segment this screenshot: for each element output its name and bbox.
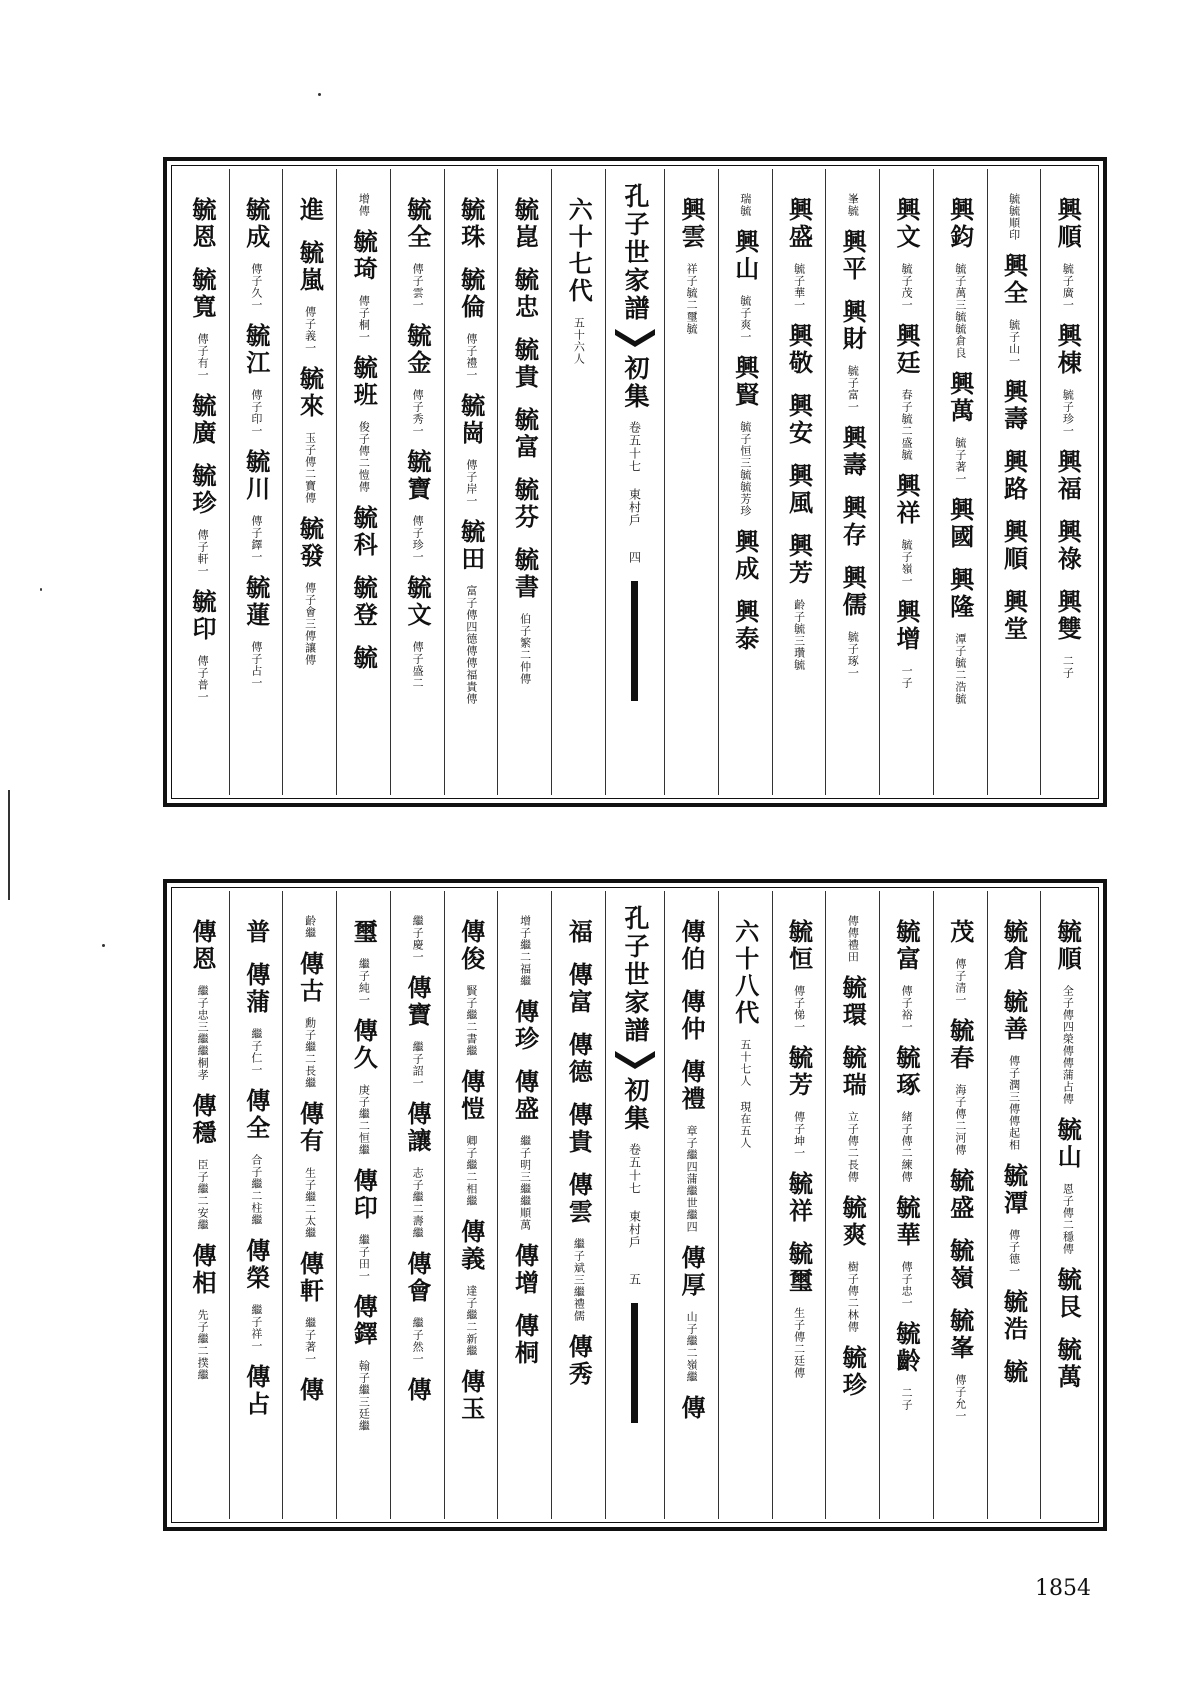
entry-column	[772, 169, 826, 795]
lineage-note: 傳子悌一	[792, 985, 806, 1033]
lineage-note: 齡繼	[303, 915, 317, 939]
person-name: 傳榮	[241, 1238, 271, 1292]
person-name: 傳軒	[295, 1251, 325, 1305]
person-name: 興祥	[891, 473, 921, 527]
center-margin-column	[605, 891, 664, 1519]
person-name: 傳伯	[676, 919, 706, 973]
scan-speck	[318, 93, 321, 96]
entry-column	[933, 169, 987, 795]
person-name: 傳有	[295, 1101, 325, 1155]
person-name: 興萬	[945, 371, 975, 425]
lineage-note: 庚子繼二恒繼	[357, 1084, 371, 1156]
person-name: 毓寶	[402, 449, 432, 503]
person-name: 毓登	[349, 575, 379, 629]
person-name: 興儒	[838, 565, 868, 619]
center-bar	[631, 1303, 638, 1423]
person-name: 毓江	[241, 323, 271, 377]
person-name: 興福	[1053, 449, 1083, 503]
lineage-note: 繼子明三繼繼順萬	[518, 1135, 532, 1231]
person-name: 毓發	[295, 516, 325, 570]
entry-column	[444, 169, 498, 795]
lineage-note: 傳傳禮田	[846, 915, 860, 963]
person-name: 毓寬	[187, 267, 217, 321]
person-name: 毓山	[1053, 1117, 1083, 1171]
person-name: 傳增	[510, 1243, 540, 1297]
person-name: 毓珠	[456, 197, 486, 251]
person-name: 毓峯	[945, 1308, 975, 1362]
lineage-note: 毓子恒三毓毓芳珍	[738, 421, 752, 517]
lineage-note: 毓子華一	[792, 263, 806, 311]
person-name: 毓芬	[510, 477, 540, 531]
lineage-note: 二子	[1061, 655, 1075, 679]
book-title: 孔子世家譜	[620, 905, 650, 1045]
person-name: 毓川	[241, 449, 271, 503]
person-name: 傳會	[402, 1251, 432, 1305]
person-name: 毓嶺	[945, 1238, 975, 1292]
entry-column	[229, 891, 283, 1519]
person-name: 興賢	[730, 355, 760, 409]
person-name: 傳玉	[456, 1369, 486, 1423]
lineage-note: 五十六人	[572, 317, 586, 365]
lineage-note: 毓子山一	[1007, 319, 1021, 367]
lineage-note: 達子繼二新繼	[464, 1285, 478, 1357]
lineage-note: 毓子珍一	[1061, 389, 1075, 437]
entry-column	[879, 891, 933, 1519]
person-name: 毓田	[456, 519, 486, 573]
person-name: 興路	[999, 449, 1029, 503]
lineage-note: 五十七人 現在五人	[738, 1039, 752, 1149]
person-name: 毓珍	[838, 1345, 868, 1399]
lineage-note: 緒子傳二練傳	[900, 1111, 914, 1183]
entry-column	[551, 169, 605, 795]
lineage-note: 傳子軒一	[196, 529, 210, 577]
fishtail-mark-icon	[615, 1051, 655, 1069]
lineage-note: 毓子琢一	[846, 631, 860, 679]
lineage-note: 傳子允一	[953, 1374, 967, 1422]
entry-column	[176, 891, 229, 1519]
entry-column	[933, 891, 987, 1519]
lineage-note: 傳子裕一	[900, 985, 914, 1033]
person-name: 毓環	[838, 975, 868, 1029]
lineage-note: 玉子傳二寶傳	[303, 432, 317, 504]
lineage-note: 傳子潤三傳傳起相	[1007, 1055, 1021, 1151]
person-name: 毓順	[1053, 919, 1083, 973]
entry-column	[551, 891, 605, 1519]
person-name: 毓琦	[349, 229, 379, 283]
person-name: 興安	[784, 393, 814, 447]
person-name: 傳穩	[187, 1093, 217, 1147]
entry-column	[497, 891, 551, 1519]
lineage-note: 繼子慶一	[411, 915, 425, 963]
person-name: 興文	[891, 197, 921, 251]
person-name: 傳蒲	[241, 962, 271, 1016]
person-name: 傳桐	[510, 1313, 540, 1367]
person-name: 傳鐸	[349, 1294, 379, 1348]
person-name: 福	[564, 919, 594, 946]
person-name: 毓浩	[999, 1289, 1029, 1343]
lineage-note: 立子傳二長傳	[846, 1111, 860, 1183]
lineage-note: 毓子嶺一	[900, 539, 914, 587]
person-name: 興成	[730, 529, 760, 583]
lineage-note: 卿子繼二相繼	[464, 1135, 478, 1207]
lineage-note: 山子繼二嶺繼	[685, 1311, 699, 1383]
person-name: 興全	[999, 253, 1029, 307]
person-name: 傳讓	[402, 1101, 432, 1155]
lineage-note: 毓毓順印	[1007, 193, 1021, 241]
person-name: 興鈞	[945, 197, 975, 251]
person-name: 傳盛	[510, 1069, 540, 1123]
person-name: 毓全	[402, 197, 432, 251]
person-name: 興壽	[999, 379, 1029, 433]
lineage-note: 增子繼二福繼	[518, 915, 532, 987]
lineage-note: 傳子禮一	[464, 333, 478, 381]
lineage-note: 傳子會三傳讓傳	[303, 582, 317, 666]
entry-column	[879, 169, 933, 795]
person-name: 毓崑	[510, 197, 540, 251]
center-margin-column	[605, 169, 664, 795]
lineage-note: 傳子占一	[249, 641, 263, 689]
page-number: 1854	[1035, 1576, 1091, 1601]
entry-column	[1040, 169, 1094, 795]
person-name: 傳禮	[676, 1059, 706, 1113]
person-name: 毓艮	[1053, 1267, 1083, 1321]
entry-column	[987, 891, 1041, 1519]
person-name: 毓蓮	[241, 575, 271, 629]
lineage-note: 繼子詔一	[411, 1041, 425, 1089]
lineage-note: 傳子坤一	[792, 1111, 806, 1159]
person-name: 興壽	[838, 425, 868, 479]
person-name: 毓崗	[456, 393, 486, 447]
person-name: 興祿	[1053, 519, 1083, 573]
lineage-note: 傳子珍一	[411, 515, 425, 563]
person-name: 興雲	[676, 197, 706, 251]
person-name: 毓瑞	[838, 1045, 868, 1099]
person-name: 傳印	[349, 1168, 379, 1222]
lineage-note: 生子傳二廷傳	[792, 1307, 806, 1379]
person-name: 興山	[730, 229, 760, 283]
person-name: 傳相	[187, 1243, 217, 1297]
person-name: 茂	[945, 919, 975, 946]
person-name: 毓爽	[838, 1195, 868, 1249]
person-name: 毓善	[999, 989, 1029, 1043]
entry-column	[444, 891, 498, 1519]
person-name: 毓倉	[999, 919, 1029, 973]
person-name: 興存	[838, 495, 868, 549]
entry-column	[825, 891, 879, 1519]
person-name: 傳占	[241, 1364, 271, 1418]
lineage-note: 毓子著一	[953, 437, 967, 485]
lineage-note: 傳子鐸一	[249, 515, 263, 563]
genealogy-page-upper	[163, 157, 1107, 807]
lineage-note: 傳子久一	[249, 263, 263, 311]
collection-label: 初集	[620, 1077, 650, 1133]
lineage-note: 富子傳四德傳傳福貴傳	[464, 585, 478, 705]
lineage-note: 傳子岸一	[464, 459, 478, 507]
lineage-note: 志子繼二壽繼	[411, 1167, 425, 1239]
lineage-note: 峯毓	[846, 193, 860, 217]
lineage-note: 樹子傳二林傳	[846, 1261, 860, 1333]
entry-column	[718, 169, 772, 795]
leaf-number: 五	[627, 1273, 642, 1285]
fishtail-mark-icon	[615, 329, 655, 347]
lineage-note: 章子繼四蒲繼世繼四	[685, 1125, 699, 1233]
lineage-note: 毓子富一	[846, 365, 860, 413]
person-name: 璽	[349, 919, 379, 946]
lineage-note: 海子傳二河傳	[953, 1084, 967, 1156]
lineage-note: 祥子毓二璽毓	[685, 263, 699, 335]
person-name: 毓春	[945, 1018, 975, 1072]
lineage-note: 合子繼二柱繼	[249, 1154, 263, 1226]
person-name: 毓來	[295, 366, 325, 420]
person-name: 傳德	[564, 1032, 594, 1086]
person-name: 毓芳	[784, 1045, 814, 1099]
person-name: 興棟	[1053, 323, 1083, 377]
entry-column	[718, 891, 772, 1519]
person-name: 毓書	[510, 547, 540, 601]
lineage-note: 賢子繼二書繼	[464, 985, 478, 1057]
person-name: 毓潭	[999, 1163, 1029, 1217]
lineage-note: 傳子印一	[249, 389, 263, 437]
person-name: 毓恒	[784, 919, 814, 973]
person-name: 傳愷	[456, 1069, 486, 1123]
lineage-note: 毓子爽一	[738, 295, 752, 343]
entry-column	[390, 891, 444, 1519]
entry-column	[176, 169, 229, 795]
person-name: 傳全	[241, 1088, 271, 1142]
lineage-note: 翰子繼三廷繼	[357, 1360, 371, 1432]
lineage-note: 增傳	[357, 193, 371, 217]
lineage-note: 傳子忠一	[900, 1261, 914, 1309]
lineage-note: 繼子然一	[411, 1317, 425, 1365]
person-name: 毓倫	[456, 267, 486, 321]
person-name: 毓華	[891, 1195, 921, 1249]
person-name: 六十八代	[730, 919, 760, 1027]
entry-column	[282, 891, 336, 1519]
lineage-note: 傳子有一	[196, 333, 210, 381]
lineage-note: 一子	[900, 665, 914, 689]
entry-column	[987, 169, 1041, 795]
person-name: 毓成	[241, 197, 271, 251]
person-name: 興芳	[784, 533, 814, 587]
person-name: 興廷	[891, 323, 921, 377]
lineage-note: 潭子毓二浩毓	[953, 633, 967, 705]
lineage-note: 毓子廣一	[1061, 263, 1075, 311]
person-name: 傳久	[349, 1018, 379, 1072]
lineage-note: 二子	[900, 1387, 914, 1411]
book-title: 孔子世家譜	[620, 183, 650, 323]
entry-column	[825, 169, 879, 795]
scan-speck	[102, 944, 105, 947]
lineage-note: 繼子斌三繼禮儒	[572, 1238, 586, 1322]
person-name: 興國	[945, 497, 975, 551]
lineage-note: 繼子純一	[357, 958, 371, 1006]
person-name: 毓富	[891, 919, 921, 973]
person-name: 興雙	[1053, 589, 1083, 643]
volume-branch-label: 卷五十七 東村戶	[627, 1143, 642, 1249]
person-name: 毓廣	[187, 393, 217, 447]
lineage-note: 毓子萬三毓毓倉良	[953, 263, 967, 359]
lineage-note: 傳子盛二	[411, 641, 425, 689]
leaf-number: 四	[627, 551, 642, 563]
person-name: 興泰	[730, 599, 760, 653]
person-name: 六十七代	[564, 197, 594, 305]
genealogy-page-lower	[163, 879, 1107, 1531]
entry-column	[336, 169, 390, 795]
person-name: 傳恩	[187, 919, 217, 973]
center-bar	[631, 581, 638, 701]
entry-column	[497, 169, 551, 795]
entry-column	[664, 891, 718, 1519]
collection-label: 初集	[620, 355, 650, 411]
lineage-note: 傳子清一	[953, 958, 967, 1006]
person-name: 興隆	[945, 567, 975, 621]
lineage-note: 齡子毓三瓚毓	[792, 599, 806, 671]
person-name: 傳俊	[456, 919, 486, 973]
person-name: 傳珍	[510, 999, 540, 1053]
lineage-note: 傳子雲一	[411, 263, 425, 311]
person-name: 毓班	[349, 355, 379, 409]
entry-column	[664, 169, 718, 795]
person-name: 毓印	[187, 589, 217, 643]
scan-speck	[8, 790, 10, 900]
person-name: 普	[241, 919, 271, 946]
entry-column	[390, 169, 444, 795]
person-name: 毓琢	[891, 1045, 921, 1099]
lineage-note: 繼子忠三繼繼桐孝	[196, 985, 210, 1081]
person-name: 毓文	[402, 575, 432, 629]
lineage-note: 春子毓二盛毓	[900, 389, 914, 461]
entry-column	[282, 169, 336, 795]
person-name: 傳秀	[564, 1334, 594, 1388]
entry-column	[772, 891, 826, 1519]
lineage-note: 傳子德一	[1007, 1229, 1021, 1277]
person-name: 傳古	[295, 951, 325, 1005]
person-name: 興順	[1053, 197, 1083, 251]
person-name: 毓祥	[784, 1171, 814, 1225]
lineage-note: 傳子普一	[196, 655, 210, 703]
scan-speck	[40, 588, 42, 591]
person-name: 進	[295, 197, 325, 224]
person-name: 毓貴	[510, 337, 540, 391]
lineage-note: 勳子繼二長繼	[303, 1017, 317, 1089]
person-name: 毓盛	[945, 1168, 975, 1222]
lineage-note: 先子繼二撲繼	[196, 1309, 210, 1381]
volume-branch-label: 卷五十七 東村戶	[627, 421, 642, 527]
person-name: 傳寶	[402, 975, 432, 1029]
lineage-note: 臣子繼二安繼	[196, 1159, 210, 1231]
lineage-note: 俊子傳二愷傳	[357, 421, 371, 493]
person-name: 傳貴	[564, 1102, 594, 1156]
person-name: 興財	[838, 299, 868, 353]
person-name: 毓金	[402, 323, 432, 377]
entry-column	[229, 169, 283, 795]
person-name: 興增	[891, 599, 921, 653]
person-name: 興敬	[784, 323, 814, 377]
person-name: 興盛	[784, 197, 814, 251]
person-name: 興平	[838, 229, 868, 283]
lineage-note: 繼子著一	[303, 1317, 317, 1365]
person-name: 傳厚	[676, 1245, 706, 1299]
person-name: 興堂	[999, 589, 1029, 643]
lineage-note: 傳子桐一	[357, 295, 371, 343]
person-name: 毓	[999, 1359, 1029, 1386]
person-name: 傳仲	[676, 989, 706, 1043]
lineage-note: 繼子祥一	[249, 1304, 263, 1352]
lineage-note: 繼子田一	[357, 1234, 371, 1282]
person-name: 毓萬	[1053, 1337, 1083, 1391]
lineage-note: 瑞毓	[738, 193, 752, 217]
person-name: 毓恩	[187, 197, 217, 251]
person-name: 毓嵐	[295, 240, 325, 294]
lineage-note: 繼子仁一	[249, 1028, 263, 1076]
person-name: 毓璽	[784, 1241, 814, 1295]
person-name: 傳富	[564, 962, 594, 1016]
person-name: 毓富	[510, 407, 540, 461]
lineage-note: 恩子傳二穩傳	[1061, 1183, 1075, 1255]
lineage-note: 傳子秀一	[411, 389, 425, 437]
person-name: 毓科	[349, 505, 379, 559]
person-name: 毓珍	[187, 463, 217, 517]
person-name: 傳義	[456, 1219, 486, 1273]
lineage-note: 毓子茂一	[900, 263, 914, 311]
person-name: 傳	[402, 1377, 432, 1404]
entry-column	[336, 891, 390, 1519]
lineage-note: 全子傳四榮傳傳蒲占傳	[1061, 985, 1075, 1105]
person-name: 毓忠	[510, 267, 540, 321]
lineage-note: 生子繼二太繼	[303, 1167, 317, 1239]
person-name: 毓	[349, 645, 379, 672]
lineage-note: 伯子繁二仲傳	[518, 613, 532, 685]
person-name: 毓齡	[891, 1321, 921, 1375]
entry-column	[1040, 891, 1094, 1519]
person-name: 傳	[295, 1377, 325, 1404]
person-name: 傳雲	[564, 1172, 594, 1226]
lineage-note: 傳子義一	[303, 306, 317, 354]
person-name: 興順	[999, 519, 1029, 573]
person-name: 興風	[784, 463, 814, 517]
person-name: 傳	[676, 1395, 706, 1422]
